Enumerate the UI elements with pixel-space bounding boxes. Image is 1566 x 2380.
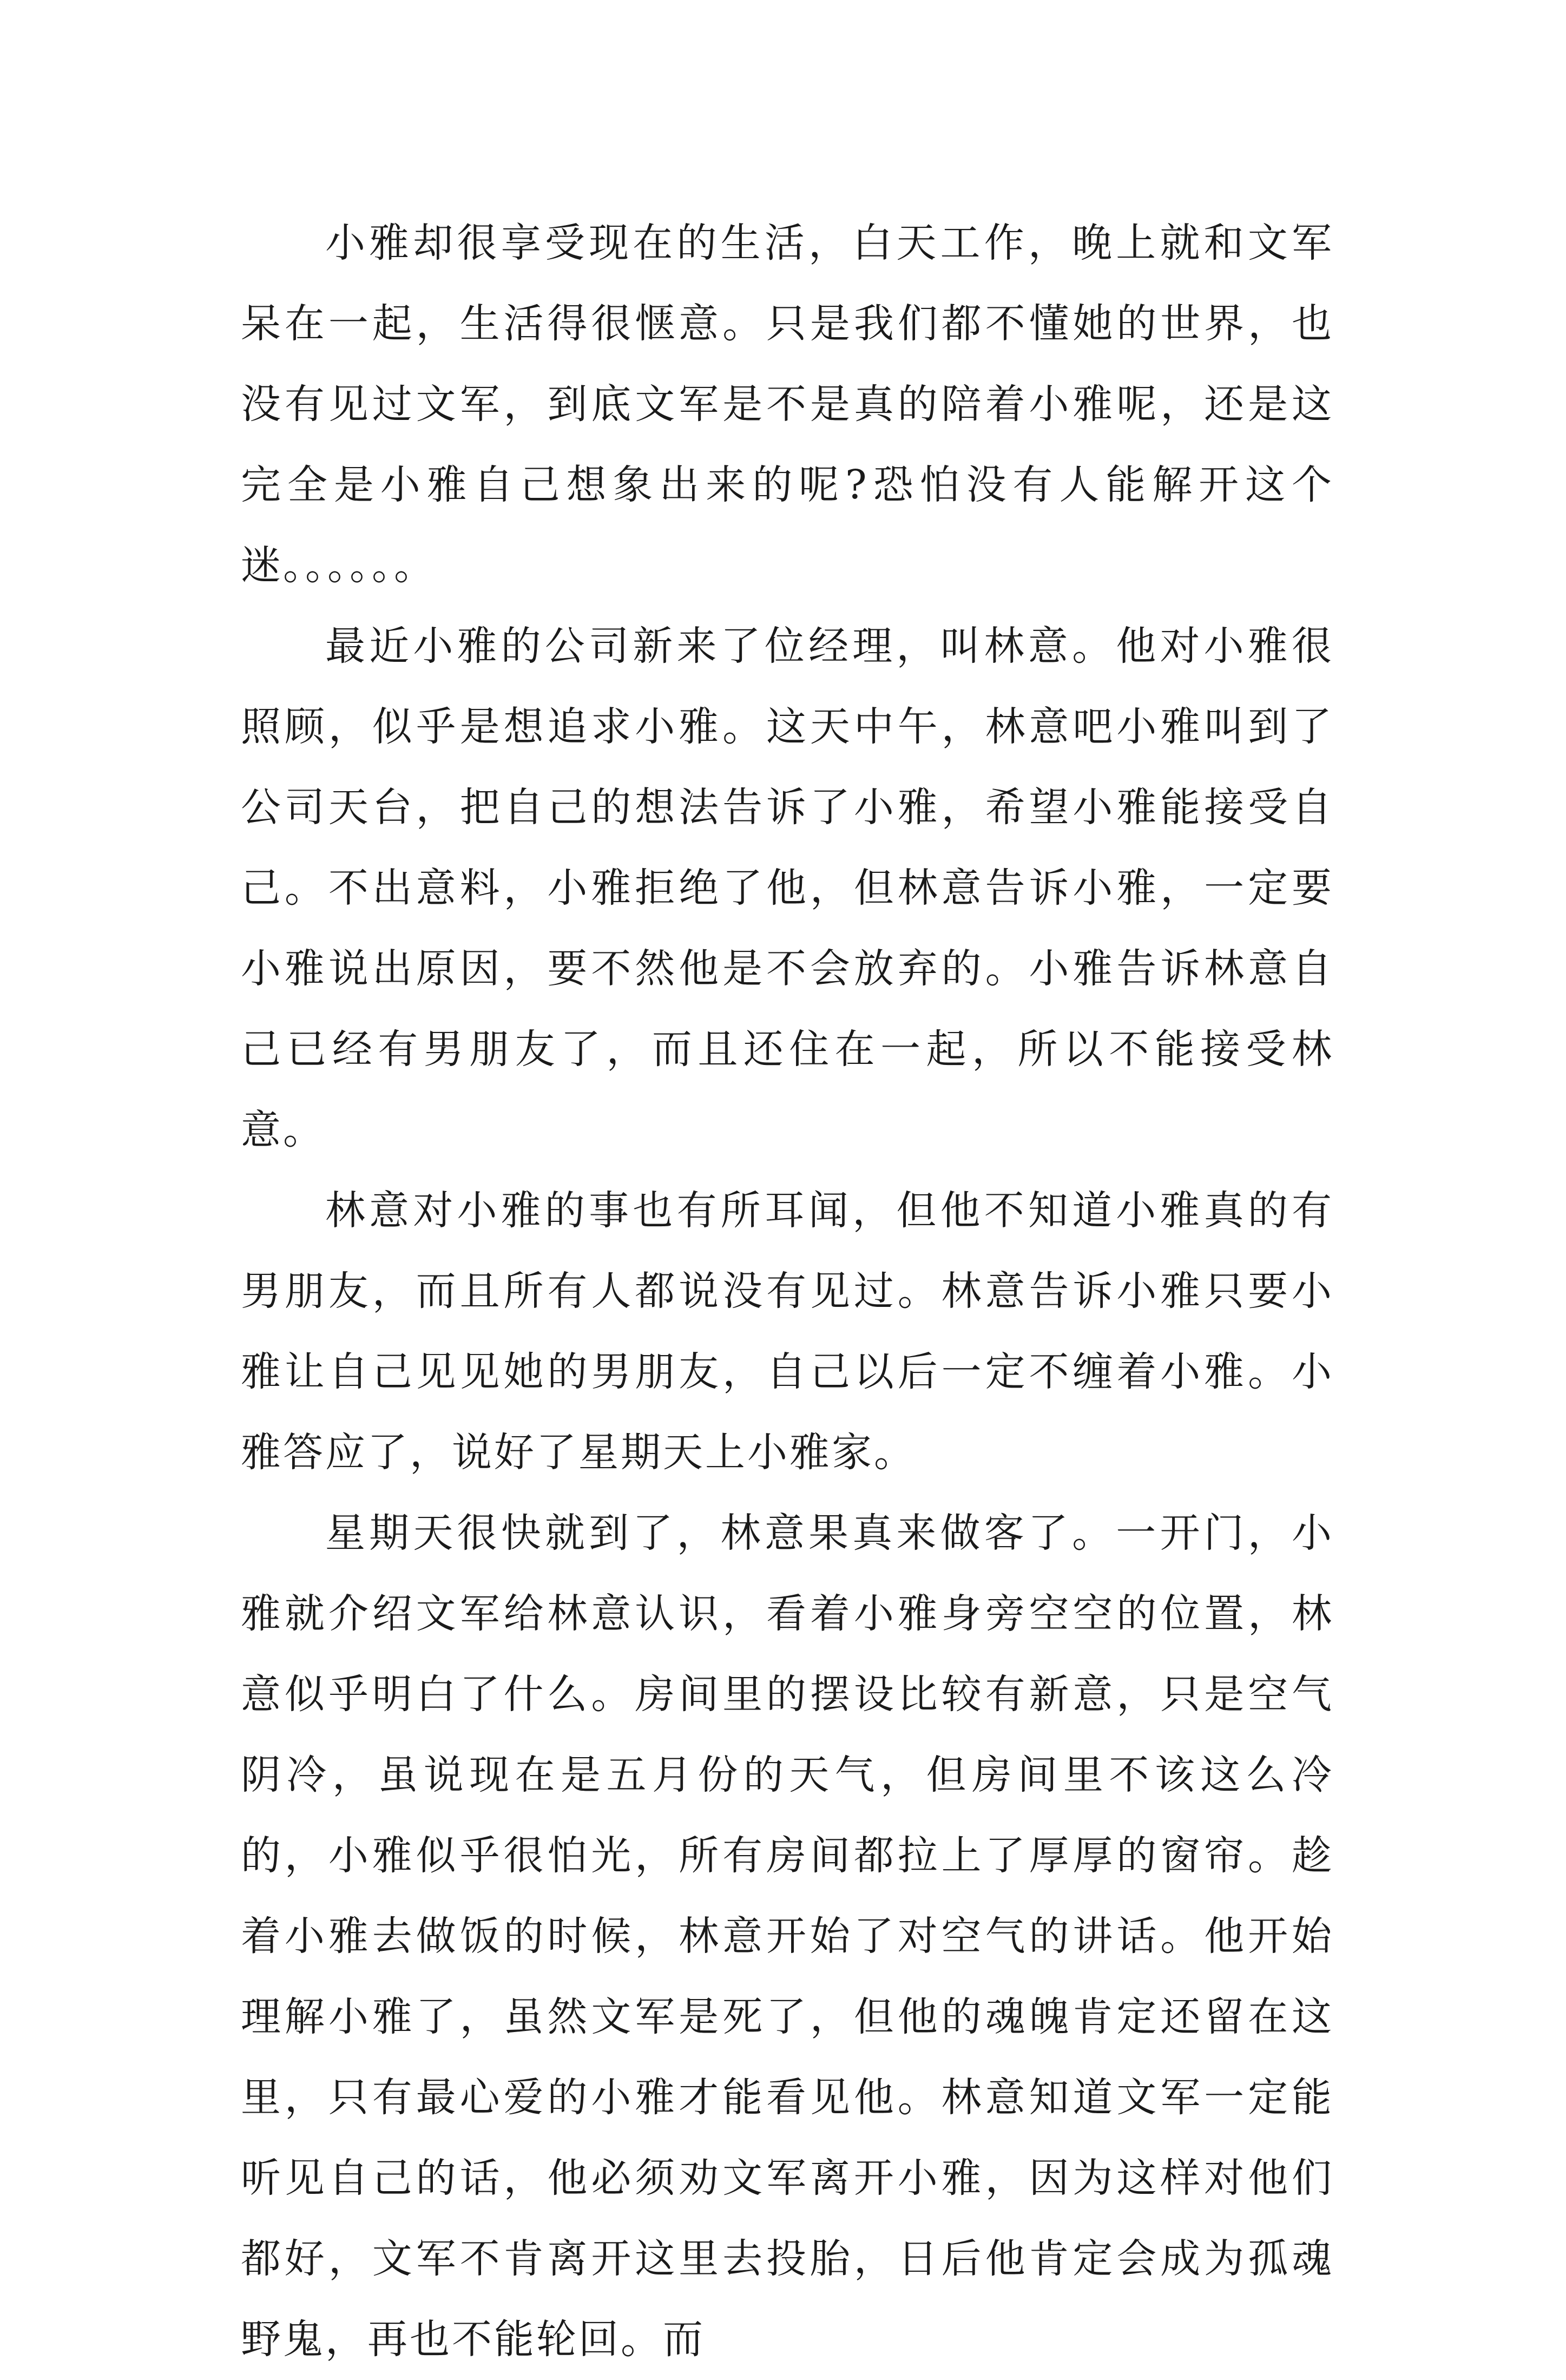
paragraph-3: 林意对小雅的事也有所耳闻，但他不知道小雅真的有男朋友，而且所有人都说没有见过。林意告诉小雅只要小雅让自己见见她的男朋友，自己以后一定不缠着小雅。小雅答应了，说好了星期天上小雅家。 (241, 1187, 1334, 1476)
paragraph-4: 星期天很快就到了，林意果真来做客了。一开门，小雅就介绍文军给林意认识，看着小雅身旁空空的位置，林意似乎明白了什么。房间里的摆设比较有新意，只是空气阴冷，虽说现在是五月份的天气，但房间里不该这么冷的，小雅似乎很怕光，所有房间都拉上了厚厚的窗帘。趁着小雅去做饭的时候，林意开始了对空气的讲话。他开始理解小雅了，虽然文军是死了，但他的魂魄肯定还留在这里，只有最心爱的小雅才能看见他。林意知道文军一定能听见自己的话，他必须劝文军离开小雅，因为这样对他们都好，文军不肯离开这里去投胎，日后他肯定会成为孤魂野鬼，再也不能轮回。而 (241, 1510, 1334, 2363)
document-body (241, 203, 1334, 2380)
paragraph-1: 小雅却很享受现在的生活，白天工作，晚上就和文军呆在一起，生活得很惬意。只是我们都不懂她的世界，也没有见过文军，到底文军是不是真的陪着小雅呢，还是这完全是小雅自己想象出来的呢?恐怕没有人能解开这个迷。。。。。。 (241, 220, 1334, 589)
paragraph-2: 最近小雅的公司新来了位经理，叫林意。他对小雅很照顾，似乎是想追求小雅。这天中午，林意吧小雅叫到了公司天台，把自己的想法告诉了小雅，希望小雅能接受自己。不出意料，小雅拒绝了他，但林意告诉小雅，一定要小雅说出原因，要不然他是不会放弃的。小雅告诉林意自己已经有男朋友了，而且还住在一起，所以不能接受林意。 (241, 623, 1334, 1153)
